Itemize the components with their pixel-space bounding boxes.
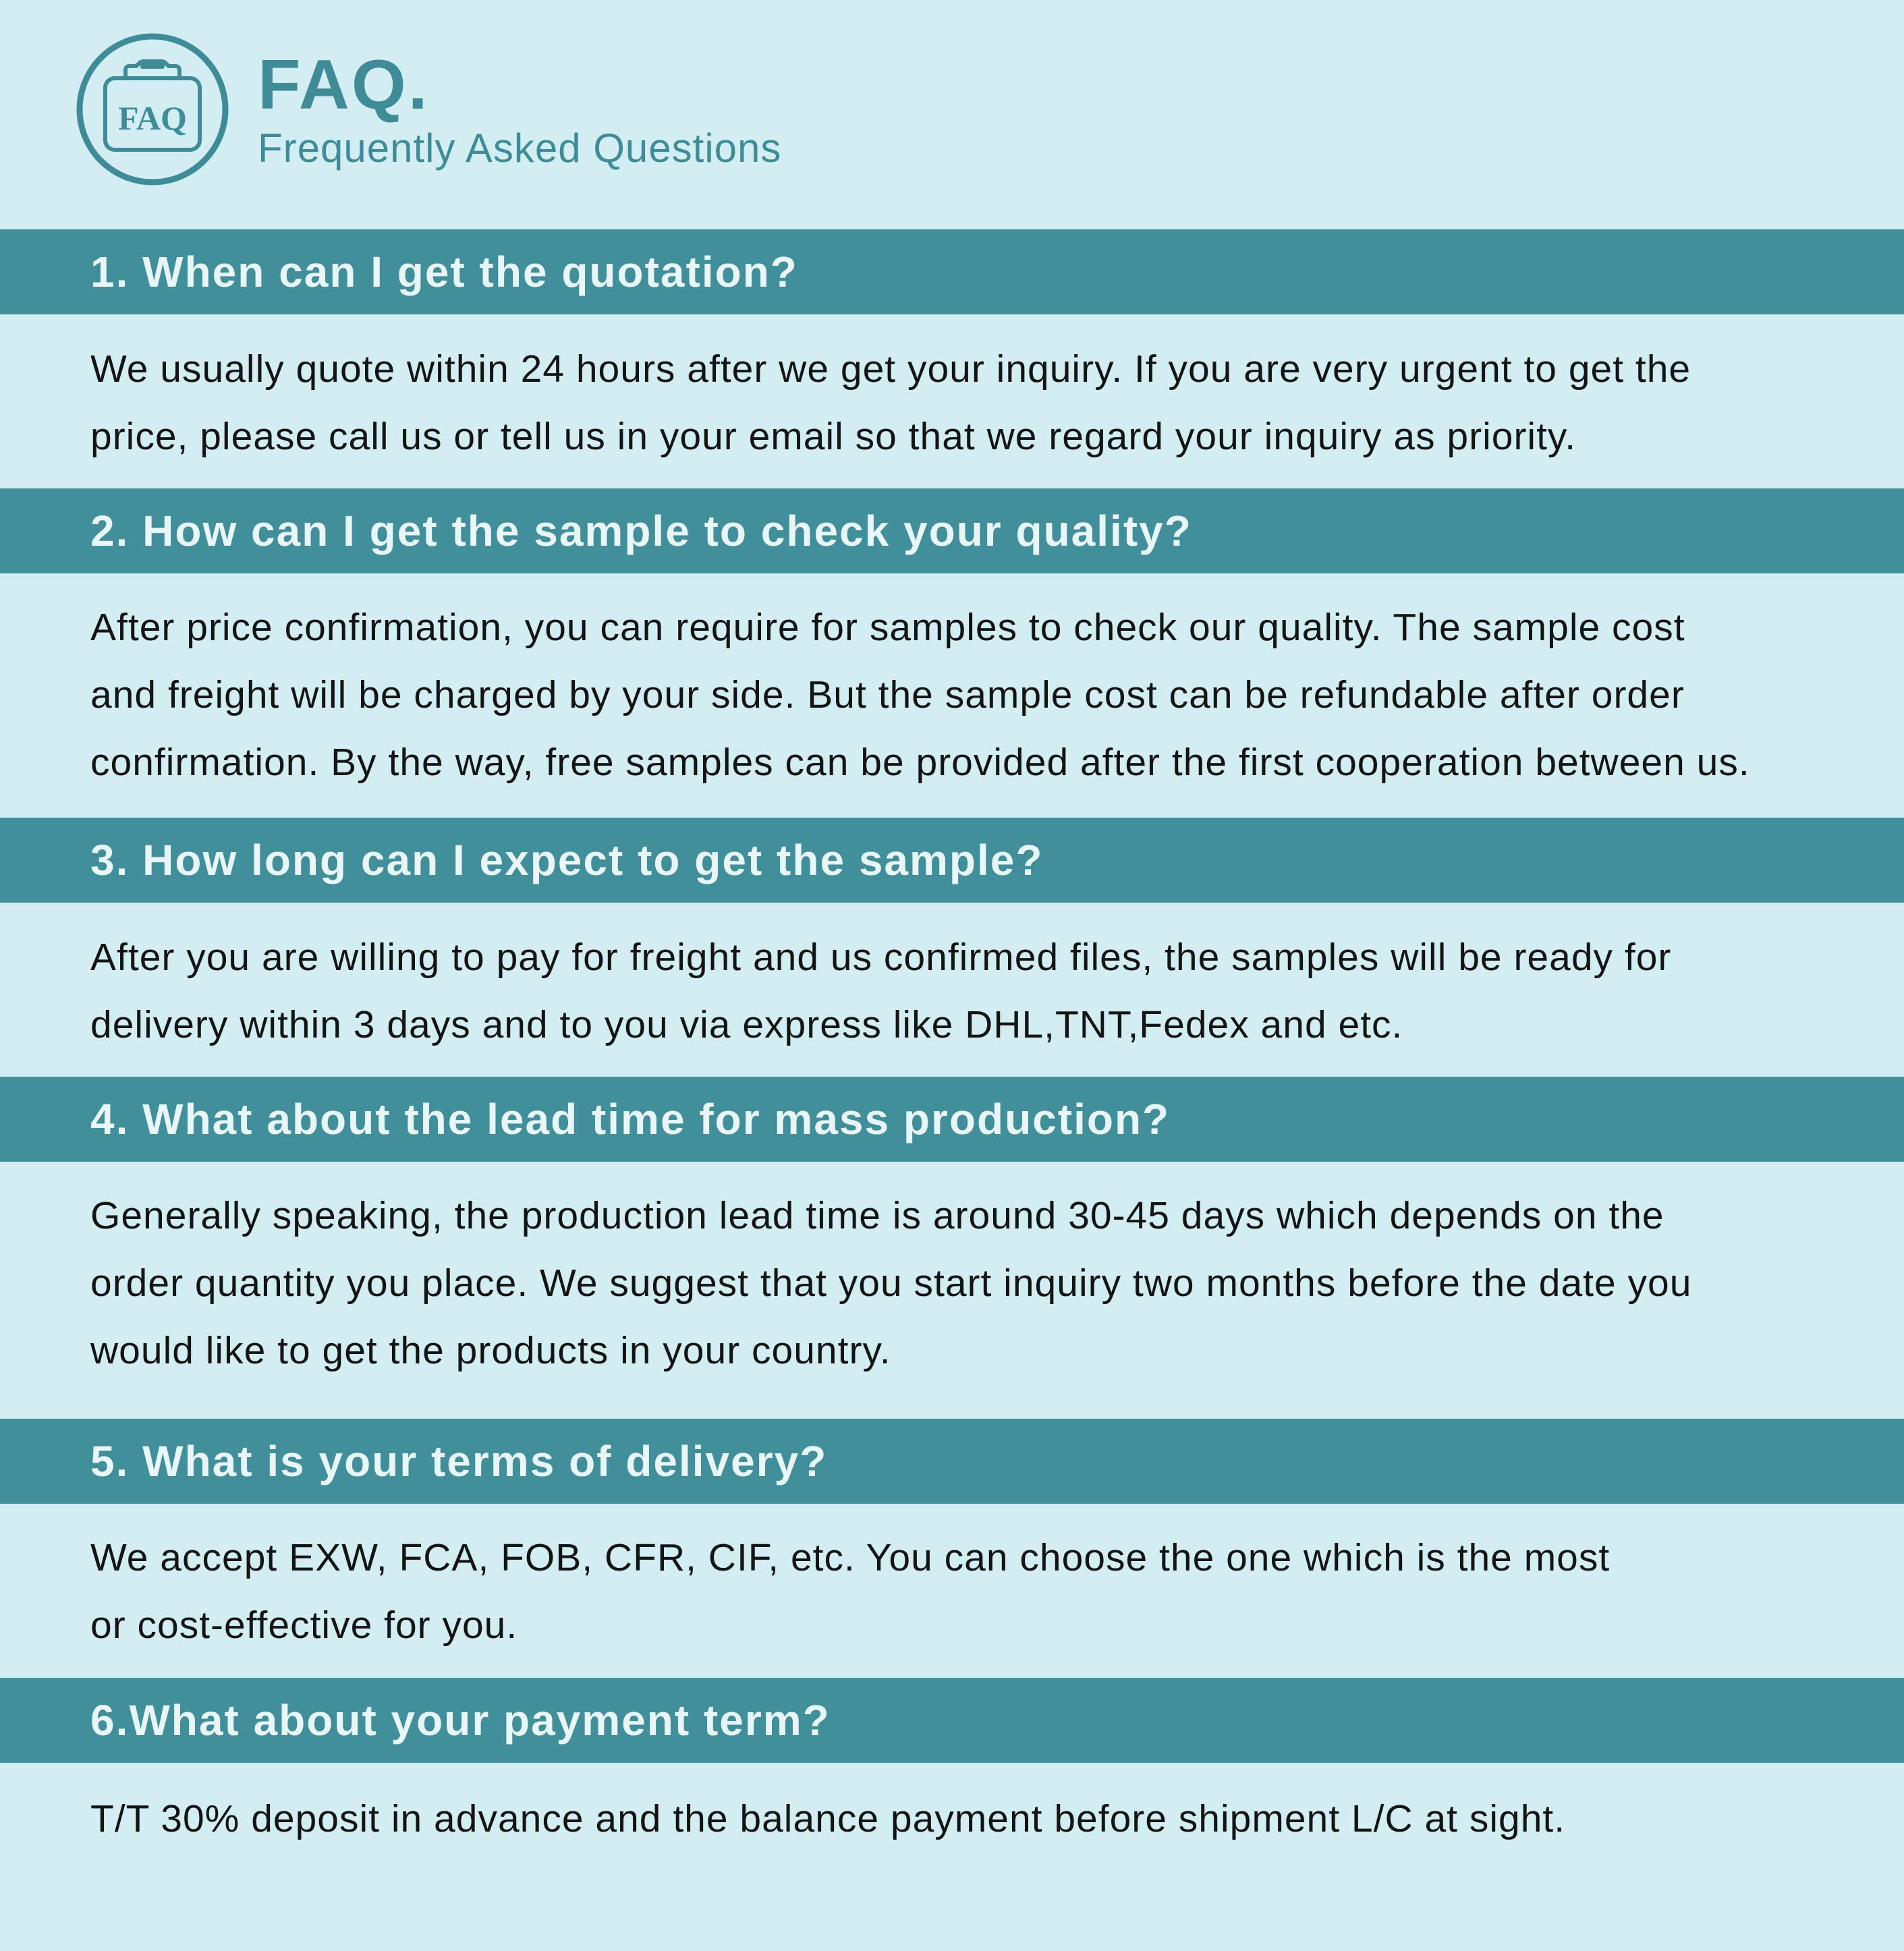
faq-question: 3. How long can I expect to get the sample?: [90, 836, 1044, 884]
faq-answer: [90, 1182, 1885, 1384]
faq-question-bar: [0, 1678, 1904, 1763]
faq-answer-line: Generally speaking, the production lead time is around 30-45 days which depends on the: [90, 1194, 1664, 1237]
faq-answer-line: delivery within 3 days and to you via express like DHL,TNT,Fedex and etc.: [90, 1003, 1403, 1046]
faq-question: 1. When can I get the quotation?: [90, 248, 798, 296]
faq-question-bar: [0, 818, 1904, 903]
faq-question: 5. What is your terms of delivery?: [90, 1437, 828, 1486]
faq-question: 2. How can I get the sample to check your quality?: [90, 507, 1192, 555]
faq-answer-line: order quantity you place. We suggest that you start inquiry two months before the date you: [90, 1262, 1692, 1305]
svg-text:FAQ: FAQ: [118, 99, 187, 137]
faq-answer-line: T/T 30% deposit in advance and the balance payment before shipment L/C at sight.: [90, 1797, 1566, 1840]
faq-answer: [90, 1524, 1885, 1659]
faq-answer-line: and freight will be charged by your side. But the sample cost can be refundable after order: [90, 673, 1685, 716]
faq-logo-icon: [76, 32, 229, 186]
faq-answer-line: or cost-effective for you.: [90, 1604, 518, 1647]
faq-question-bar: [0, 229, 1904, 314]
faq-answer-line: After you are willing to pay for freight and us confirmed files, the samples will be ready for: [90, 936, 1672, 979]
faq-question-bar: [0, 488, 1904, 573]
faq-answer-line: We usually quote within 24 hours after we get your inquiry. If you are very urgent to get the: [90, 347, 1691, 391]
faq-answer: [90, 594, 1885, 796]
faq-question-bar: [0, 1077, 1904, 1162]
faq-answer-line: We accept EXW, FCA, FOB, CFR, CIF, etc. You can choose the one which is the most: [90, 1536, 1611, 1579]
faq-answer: [90, 335, 1885, 470]
faq-answer: [90, 924, 1885, 1058]
faq-answer-line: After price confirmation, you can require for samples to check our quality. The sample cost: [90, 606, 1685, 649]
page-subtitle: Frequently Asked Questions: [258, 125, 782, 171]
faq-answer-line: would like to get the products in your country.: [90, 1329, 891, 1372]
header-text: [258, 46, 782, 171]
faq-header: [76, 31, 781, 188]
faq-question: 4. What about the lead time for mass production?: [90, 1095, 1171, 1143]
faq-question-bar: [0, 1419, 1904, 1504]
page-title: FAQ.: [258, 46, 430, 124]
faq-answer-line: price, please call us or tell us in your email so that we regard your inquiry as priority.: [90, 415, 1577, 458]
faq-answer-line: confirmation. By the way, free samples can be provided after the first cooperation between us.: [90, 741, 1750, 784]
faq-answer: [90, 1785, 1885, 1853]
faq-question: 6.What about your payment term?: [90, 1696, 831, 1745]
